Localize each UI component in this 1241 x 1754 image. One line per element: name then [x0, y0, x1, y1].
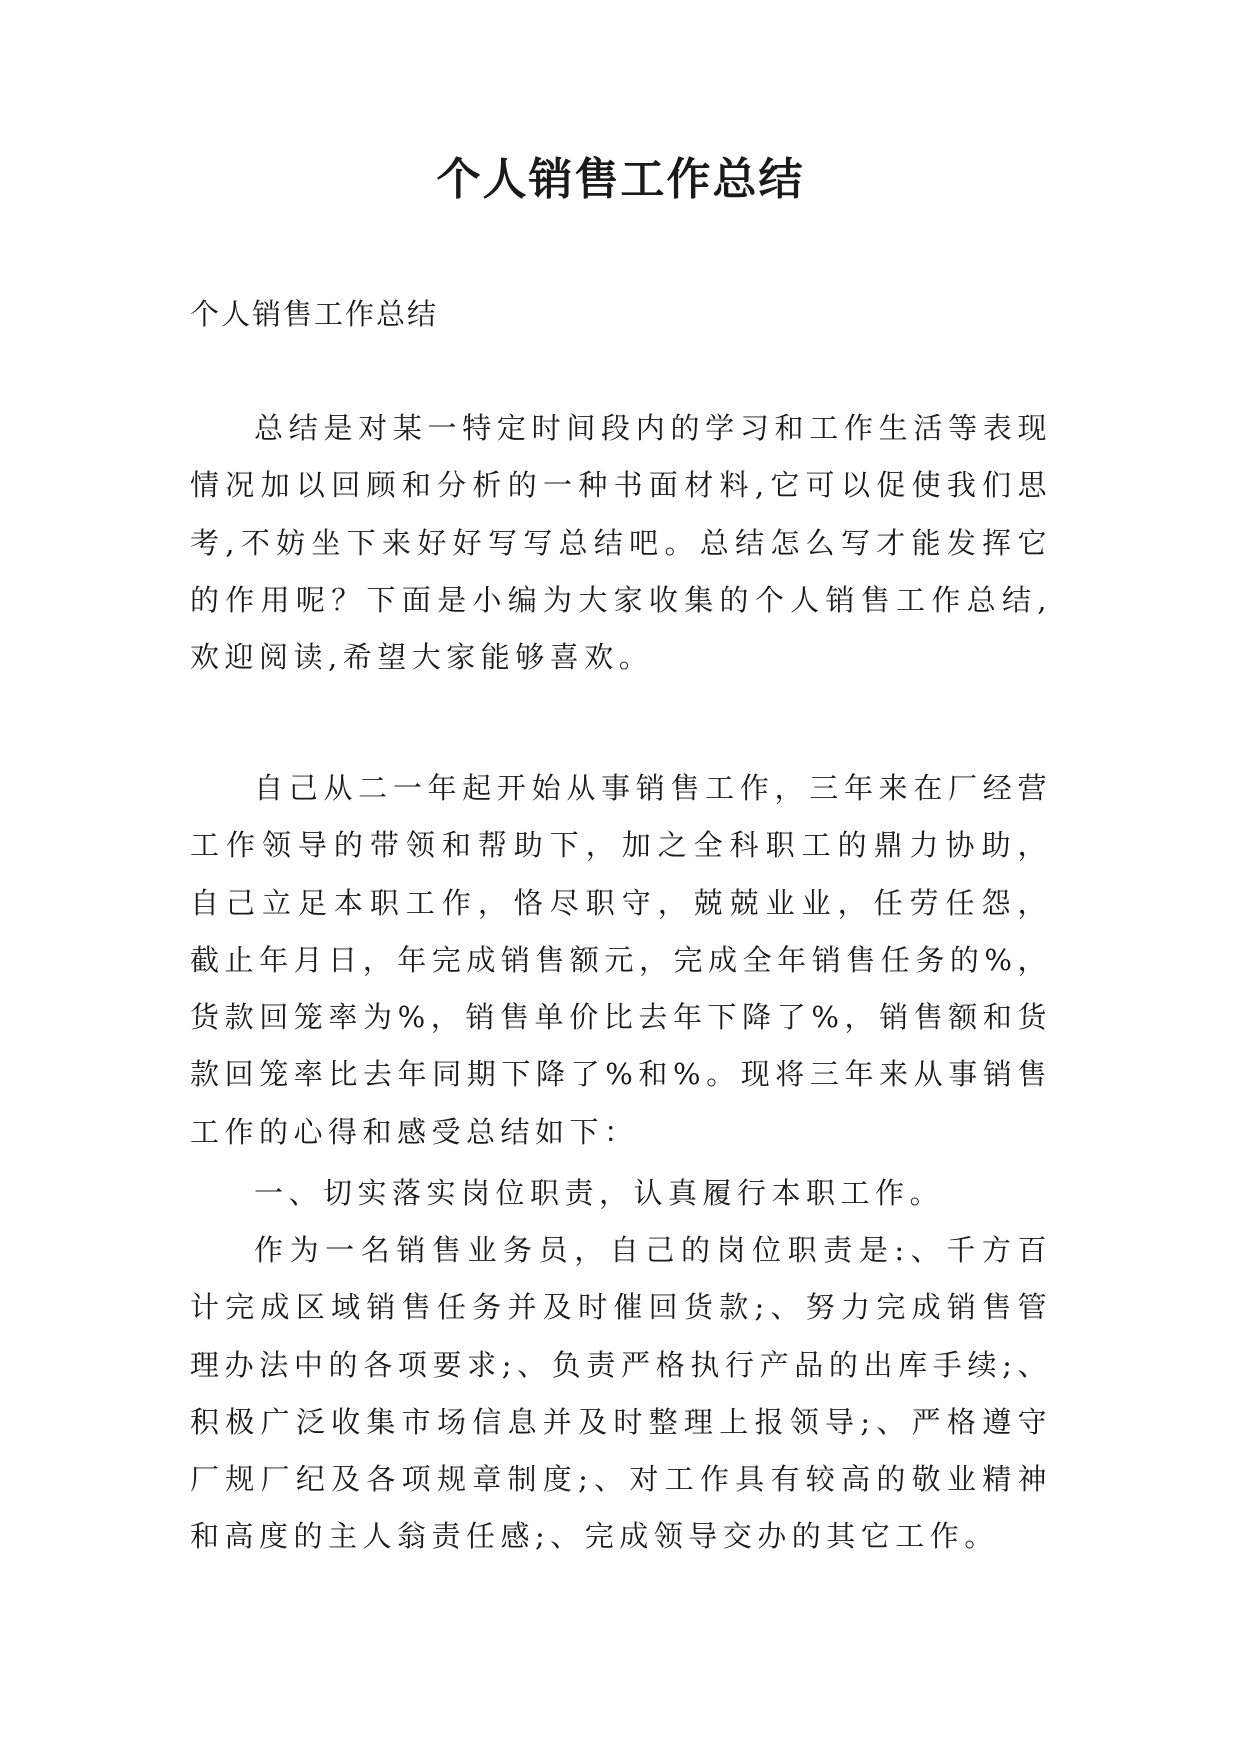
- section-heading-1: 一、切实落实岗位职责，认真履行本职工作。: [254, 1176, 945, 1210]
- paragraph-overview: 自己从二一年起开始从事销售工作，三年来在厂经营工作领导的带领和帮助下，加之全科职工的鼎力协助，自己立足本职工作，恪尽职守，兢兢业业，任劳任怨，截止年月日，年完成销售额元，完成全年销售任务的%，货款回笼率为%，销售单价比去年下降了%，销售额和货款回笼率比去年同期下降了%和%。现将三年来从事销售工作的心得和感受总结如下：: [190, 771, 1052, 1149]
- document-subtitle: 个人销售工作总结: [190, 297, 439, 331]
- paragraph-intro: 总结是对某一特定时间段内的学习和工作生活等表现情况加以回顾和分析的一种书面材料,它可以促使我们思考,不妨坐下来好好写写总结吧。总结怎么写才能发挥它的作用呢？下面是小编为大家收集的个人销售工作总结,欢迎阅读,希望大家能够喜欢。: [190, 411, 1052, 675]
- paragraph-duties: 作为一名销售业务员，自己的岗位职责是:、千方百计完成区域销售任务并及时催回货款;、努力完成销售管理办法中的各项要求;、负责严格执行产品的出库手续;、积极广泛收集市场信息并及时整理上报领导;、严格遵守厂规厂纪及各项规章制度;、对工作具有较高的敬业精神和高度的主人翁责任感;、完成领导交办的其它工作。: [190, 1233, 1052, 1554]
- document-title: 个人销售工作总结: [436, 154, 805, 205]
